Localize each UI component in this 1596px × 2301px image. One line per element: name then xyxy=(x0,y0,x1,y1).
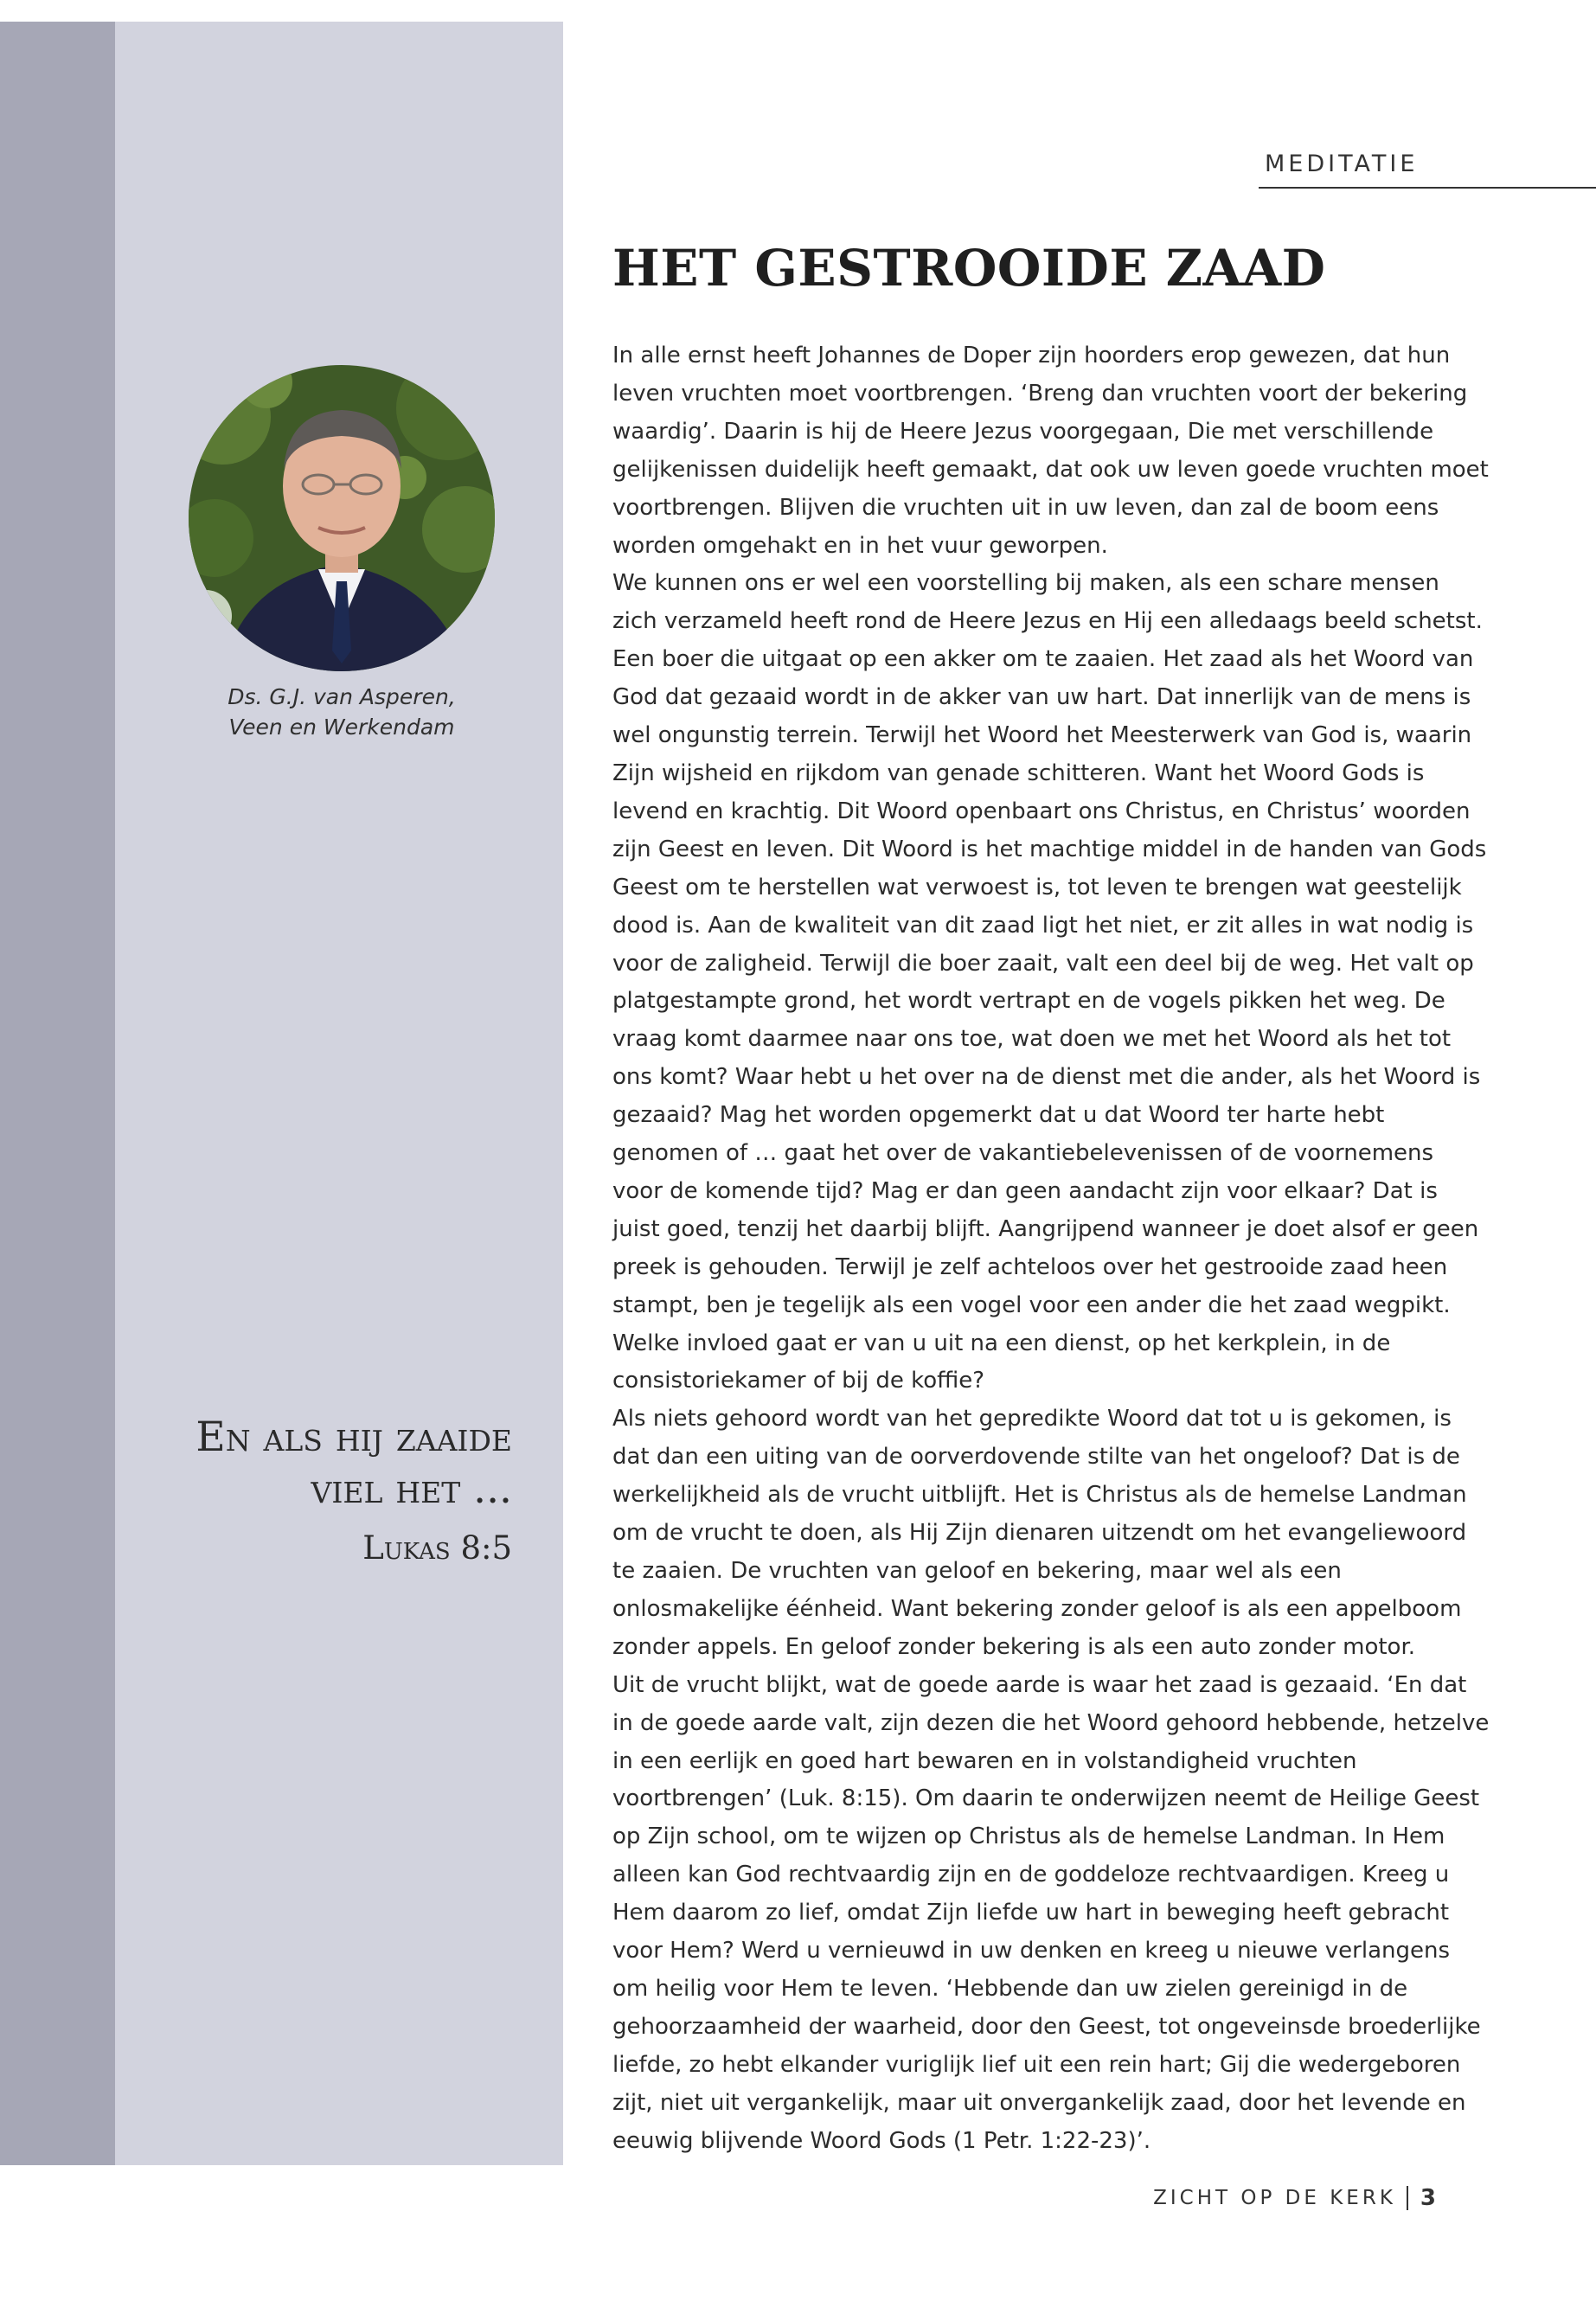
article-body xyxy=(612,337,1490,2161)
paragraph: In alle ernst heeft Johannes de Doper zijn hoorders erop gewezen, dat hun leven vruchten moet voortbrengen. ‘Breng dan vruchten voort der bekering waardig’. Daarin is hij de Heere Jezus voorgegaan, Die met verschillende gelijkenissen duidelijk heeft gemaakt, dat ook uw leven goede vruchten moet voortbrengen. Blijven die vruchten uit in uw leven, dan zal de boom eens worden omgehakt en in het vuur geworpen. xyxy=(612,343,1489,559)
author-caption-line2: Veen en Werkendam xyxy=(228,715,455,740)
sidebar-dark-band xyxy=(0,22,115,2165)
magazine-name: ZICHT OP DE KERK xyxy=(1153,2187,1396,2209)
paragraph: Als niets gehoord wordt van het gepredikte Woord dat tot u is gekomen, is dat dan een uiting van de oorverdovende stilte van het ongeloof? Dat is de werkelijkheid als de vrucht uitblijft. Het is Christus als de hemelse Landman om de vrucht te doen, als Hij Zijn dienaren uitzendt om het evangeliewoord te zaaien. De vruchten van geloof en bekering, maar wel als een onlosmakelijke éénheid. Want bekering zonder geloof is als een appelboom zonder appels. En geloof zonder bekering is als een auto zonder motor. xyxy=(612,1406,1467,1660)
sidebar-light-band xyxy=(115,22,563,2165)
author-caption xyxy=(173,682,510,742)
section-rule xyxy=(1259,187,1596,189)
page-number: 3 xyxy=(1420,2185,1436,2211)
author-caption-line1: Ds. G.J. van Asperen, xyxy=(228,684,456,709)
pull-quote-line1: En als hij zaaide xyxy=(195,1413,512,1461)
page-footer xyxy=(1153,2185,1436,2211)
paragraph: Uit de vrucht blijkt, wat de goede aarde is waar het zaad is gezaaid. ‘En dat in de goede aarde valt, zijn dezen die het Woord gehoord hebbende, hetzelve in een eerlijk en goed hart bewaren en in volstandigheid vruchten voortbrengen’ (Luk. 8:15). Om daarin te onderwijzen neemt de Heilige Geest op Zijn school, om te wijzen op Christus als de hemelse Landman. In Hem alleen kan God rechtvaardig zijn en de goddeloze rechtvaardigen. Kreeg u Hem daarom zo lief, omdat Zijn liefde uw hart in beweging heeft gebracht voor Hem? Werd u vernieuwd in uw denken en kreeg u nieuwe verlangens om heilig voor Hem te leven. ‘Hebbende dan uw zielen gereinigd in de gehoorzaamheid der waarheid, door den Geest, tot ongeveinsde broederlijke liefde, zo hebt elkander vuriglijk lief uit een rein hart; Gij die wedergeboren zijt, niet uit vergankelijk, maar uit onvergankelijk zaad, door het levende en eeuwig blijvende Woord Gods (1 Petr. 1:22-23)’. xyxy=(612,1671,1490,2154)
pull-quote xyxy=(138,1412,512,1516)
section-label: MEDITATIE xyxy=(1265,151,1419,177)
article-title: HET GESTROOIDE ZAAD xyxy=(612,239,1326,298)
author-photo-illustration xyxy=(189,365,495,671)
pull-quote-line2: viel het ... xyxy=(311,1465,512,1513)
pull-quote-reference: Lukas 8:5 xyxy=(362,1529,512,1567)
footer-divider xyxy=(1407,2186,1408,2210)
paragraph: We kunnen ons er wel een voorstelling bij maken, als een schare mensen zich verzameld heeft rond de Heere Jezus en Hij een alledaags beeld schetst. Een boer die uitgaat op een akker om te zaaien. Het zaad als het Woord van God dat gezaaid wordt in de akker van uw hart. Dat innerlijk van de mens is wel ongunstig terrein. Terwijl het Woord het Meesterwerk van God is, waarin Zijn wijsheid en rijkdom van genade schitteren. Want het Woord Gods is levend en krachtig. Dit Woord openbaart ons Christus, en Christus’ woorden zijn Geest en leven. Dit Woord is het machtige middel in de handen van Gods Geest om te herstellen wat verwoest is, tot leven te brengen wat geestelijk dood is. Aan de kwaliteit van dit zaad ligt het niet, er zit alles in wat nodig is voor de zaligheid. Terwijl die boer zaait, valt een deel bij de weg. Het valt op platgestampte grond, het wordt vertrapt en de vogels pikken het weg. De vraag komt daarmee naar ons toe, wat doen we met het Woord als het tot ons komt? Waar hebt u het over na de dienst met die ander, als het Woord is gezaaid? Mag het worden opgemerkt dat u dat Woord ter harte hebt genomen of … gaat het over de vakantiebelevenissen of de voornemens voor de komende tijd? Mag er dan geen aandacht zijn voor elkaar? Dat is juist goed, tenzij het daarbij blijft. Aangrijpend wanneer je doet alsof er geen preek is gehouden. Terwijl je zelf achteloos over het gestrooide zaad heen stampt, ben je tegelijk als een vogel voor een ander die het zaad wegpikt. Welke invloed gaat er van u uit na een dienst, op het kerkplein, in de consistoriekamer of bij de koffie? xyxy=(612,570,1487,1394)
author-photo xyxy=(189,365,495,671)
